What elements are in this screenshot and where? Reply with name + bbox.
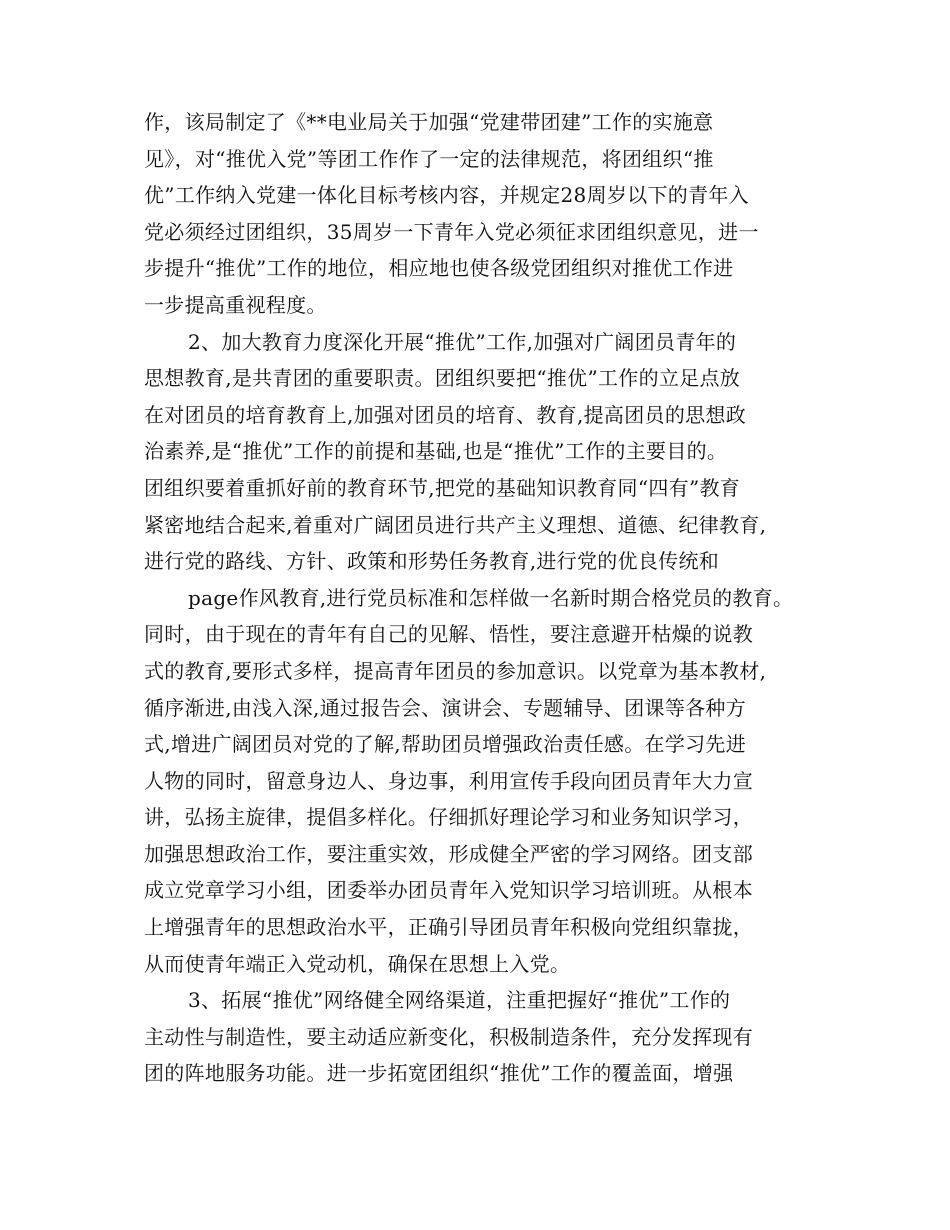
text-line: 式,增进广阔团员对党的了解,帮助团员增强政治责任感。在学习先进 xyxy=(144,732,747,757)
text-line: 团组织要着重抓好前的教育环节,把党的基础知识教育同“四有”教育 xyxy=(144,475,741,500)
text-line: 优”工作纳入党建一体化目标考核内容，并规定28周岁以下的青年入 xyxy=(144,183,749,208)
text-line: 主动性与制造性，要主动适应新变化，积极制造条件，充分发挥现有 xyxy=(144,1024,753,1049)
text-line: 2、加大教育力度深化开展“推优”工作,加强对广阔团员青年的 xyxy=(188,329,737,354)
text-line: 一步提高重视程度。 xyxy=(144,292,327,317)
text-line: 同时，由于现在的青年有自己的见解、悟性，要注意避开枯燥的说教 xyxy=(144,622,753,647)
text-line: 团的阵地服务功能。进一步拓宽团组织“推优”工作的覆盖面，增强 xyxy=(144,1061,734,1086)
text-line: 从而使青年端正入党动机，确保在思想上入党。 xyxy=(144,951,571,976)
document-body xyxy=(144,104,844,1092)
text-line: 思想教育,是共青团的重要职责。团组织要把“推优”工作的立足点放 xyxy=(144,366,741,391)
text-line: 步提升“推优”工作的地位，相应地也使各级党团组织对推优工作进 xyxy=(144,256,734,281)
text-line: 加强思想政治工作，要注重实效，形成健全严密的学习网络。团支部 xyxy=(144,841,753,866)
text-line: 成立党章学习小组，团委举办团员青年入党知识学习培训班。从根本 xyxy=(144,878,753,903)
text-line: page作风教育,进行党员标准和怎样做一名新时期合格党员的教育。 xyxy=(188,585,794,610)
text-line: 作，该局制定了《**电业局关于加强“党建带团建”工作的实施意 xyxy=(144,110,714,134)
text-line: 人物的同时，留意身边人、身边事，利用宣传手段向团员青年大力宣 xyxy=(144,768,753,793)
text-line: 上增强青年的思想政治水平，正确引导团员青年积极向党组织靠拢， xyxy=(144,915,753,940)
text-line: 治素养,是“推优”工作的前提和基础,也是“推优”工作的主要目的。 xyxy=(144,439,728,464)
text-line: 讲，弘扬主旋律，提倡多样化。仔细抓好理论学习和业务知识学习， xyxy=(144,805,753,830)
text-line: 3、拓展“推优”网络健全网络渠道，注重把握好“推优”工作的 xyxy=(188,988,731,1013)
text-line: 见》，对“推优入党”等团工作作了一定的法律规范，将团组织“推 xyxy=(144,146,714,171)
text-line: 进行党的路线、方针、政策和形势任务教育,进行党的优良传统和 xyxy=(144,549,720,574)
text-line: 在对团员的培育教育上,加强对团员的培育、教育,提高团员的思想政 xyxy=(144,402,747,427)
text-line: 紧密地结合起来,着重对广阔团员进行共产主义理想、道德、纪律教育, xyxy=(144,512,767,537)
text-line: 党必须经过团组织，35周岁一下青年入党必须征求团组织意见，进一 xyxy=(144,219,759,244)
text-line: 循序渐进,由浅入深,通过报告会、演讲会、专题辅导、团课等各种方 xyxy=(144,695,747,720)
text-line: 式的教育,要形式多样，提高青年团员的参加意识。以党章为基本教材, xyxy=(144,658,767,683)
